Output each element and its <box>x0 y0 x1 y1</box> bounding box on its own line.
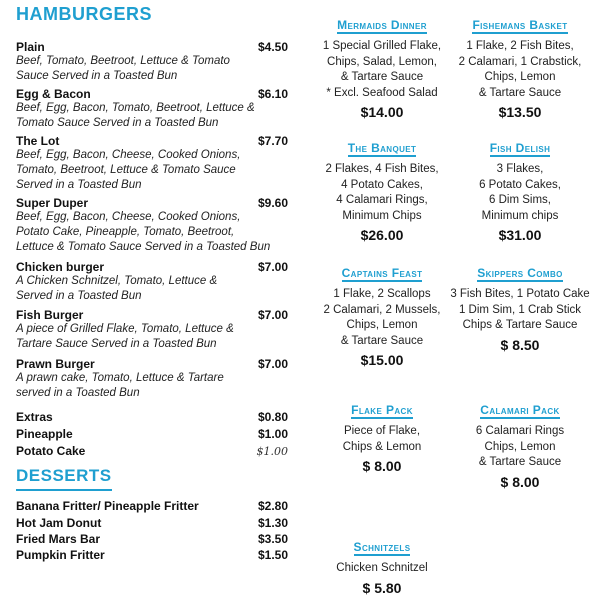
pack-price: $13.50 <box>498 104 542 120</box>
pack-price: $ 8.50 <box>500 336 540 353</box>
item-name: Super Duper <box>16 196 89 210</box>
item-description: A Chicken Schnitzel, Tomato, Lettuce & Served in a Toasted Bun <box>16 275 218 302</box>
pack-title: Flake Pack <box>351 403 413 417</box>
item-price: $1.00 <box>256 445 288 458</box>
item-price: $9.60 <box>257 196 288 210</box>
item-description: Beef, Egg, Bacon, Cheese, Cooked Onions, Tomato, Beetroot, Lettuce & Tomato Sauce Served in a Toasted Bun <box>16 149 241 191</box>
item-price: $1.00 <box>257 427 288 441</box>
pack-contents: 3 Flakes, 6 Potato Cakes, 6 Dim Sims, Minimum chips <box>479 163 561 222</box>
pack-contents: 1 Special Grilled Flake, Chips, Salad, Lemon, & Tartare Sauce * Excl. Seafood Salad <box>322 40 442 99</box>
pack-schnitzels <box>307 538 457 596</box>
menu-item-fish-burger <box>16 308 288 352</box>
item-name: Plain <box>16 40 45 54</box>
pack-fishemans-basket <box>445 16 595 120</box>
item-price: $4.50 <box>257 40 288 54</box>
menu-item-chicken-burger <box>16 260 288 304</box>
item-price: $3.50 <box>257 532 288 546</box>
pack-title: Skippers Combo <box>477 266 563 280</box>
item-price: $2.80 <box>257 499 288 513</box>
item-name: Pumpkin Fritter <box>16 548 105 562</box>
item-name: Fish Burger <box>16 308 84 322</box>
item-name: The Lot <box>16 134 60 148</box>
menu-item-pineapple <box>16 427 288 441</box>
menu-item-extras <box>16 410 288 424</box>
pack-title: The Banquet <box>347 141 417 155</box>
pack-flake-pack <box>307 401 457 474</box>
pack-title: Schnitzels <box>353 540 411 554</box>
pack-title: Fishemans Basket <box>472 18 568 32</box>
item-description: A piece of Grilled Flake, Tomato, Lettuce & Tartare Sauce Served in a Toasted Bun <box>16 323 234 350</box>
pack-the-banquet <box>307 139 457 243</box>
menu-item-the-lot <box>16 134 288 193</box>
pack-price: $ 5.80 <box>362 579 402 596</box>
item-name: Chicken burger <box>16 260 105 274</box>
pack-title: Calamari Pack <box>480 403 560 417</box>
item-price: $1.30 <box>257 516 288 530</box>
hamburgers-heading: HAMBURGERS <box>16 4 153 24</box>
item-name: Egg & Bacon <box>16 87 91 101</box>
pack-title: Mermaids Dinner <box>337 18 427 32</box>
menu-item-super-duper <box>16 196 288 255</box>
pack-price: $ 8.00 <box>362 458 402 474</box>
item-price: $6.10 <box>257 87 288 101</box>
pack-price: $26.00 <box>360 227 404 243</box>
pack-calamari-pack <box>445 401 595 490</box>
pack-contents: Piece of Flake, Chips & Lemon <box>342 425 422 453</box>
pack-title: Captains Feast <box>341 266 423 280</box>
item-description: A prawn cake, Tomato, Lettuce & Tartare served in a Toasted Bun <box>16 372 224 399</box>
item-name: Extras <box>16 410 53 424</box>
menu-item-fried-mars-bar <box>16 532 288 546</box>
item-description: Beef, Egg, Bacon, Cheese, Cooked Onions, Potato Cake, Pineapple, Tomato, Beetroot, Lettuce & Tomato Sauce Served in a Toasted Bun <box>16 211 271 253</box>
pack-contents: 1 Flake, 2 Scallops 2 Calamari, 2 Mussels, Chips, Lemon & Tartare Sauce <box>323 288 441 347</box>
menu-item-hot-jam-donut <box>16 516 288 530</box>
item-price: $1.50 <box>257 548 288 562</box>
pack-price: $ 8.00 <box>500 473 540 490</box>
pack-captains-feast <box>307 264 457 368</box>
item-description: Beef, Egg, Bacon, Tomato, Beetroot, Lettuce & Tomato Sauce Served in a Toasted Bun <box>16 102 255 129</box>
menu-item-egg-bacon <box>16 87 288 131</box>
item-name: Fried Mars Bar <box>16 532 101 546</box>
pack-fish-delish <box>445 139 595 243</box>
pack-contents: 6 Calamari Rings Chips, Lemon & Tartare Sauce <box>475 425 565 468</box>
item-name: Potato Cake <box>16 444 86 458</box>
pack-mermaids-dinner <box>307 16 457 120</box>
pack-title: Fish Delish <box>489 141 551 155</box>
item-price: $7.00 <box>257 260 288 274</box>
pack-contents: Chicken Schnitzel <box>336 562 428 574</box>
menu-item-banana-fritter <box>16 499 288 513</box>
pack-contents: 1 Flake, 2 Fish Bites, 2 Calamari, 1 Crabstick, Chips, Lemon & Tartare Sauce <box>458 40 582 99</box>
pack-price: $31.00 <box>498 227 542 243</box>
menu-item-plain <box>16 40 288 84</box>
item-name: Banana Fritter/ Pineapple Fritter <box>16 499 199 513</box>
pack-contents: 2 Flakes, 4 Fish Bites, 4 Potato Cakes, 4 Calamari Rings, Minimum Chips <box>325 163 439 222</box>
item-name: Hot Jam Donut <box>16 516 102 530</box>
item-name: Pineapple <box>16 427 73 441</box>
menu-item-pumpkin-fritter <box>16 548 288 562</box>
item-price: $7.00 <box>257 308 288 322</box>
pack-skippers-combo <box>445 264 595 353</box>
item-name: Prawn Burger <box>16 357 95 371</box>
menu-item-potato-cake <box>16 444 288 458</box>
pack-price: $15.00 <box>360 352 404 368</box>
desserts-underline <box>16 489 112 491</box>
item-description: Beef, Tomato, Beetroot, Lettuce & Tomato Sauce Served in a Toasted Bun <box>16 55 230 82</box>
item-price: $0.80 <box>257 410 288 424</box>
item-price: $7.70 <box>257 134 288 148</box>
pack-contents: 3 Fish Bites, 1 Potato Cake 1 Dim Sim, 1 Crab Stick Chips & Tartare Sauce <box>450 288 590 331</box>
menu-item-prawn-burger <box>16 357 288 401</box>
item-price: $7.00 <box>257 357 288 371</box>
desserts-heading: DESSERTS <box>16 466 112 485</box>
pack-price: $14.00 <box>360 104 404 120</box>
